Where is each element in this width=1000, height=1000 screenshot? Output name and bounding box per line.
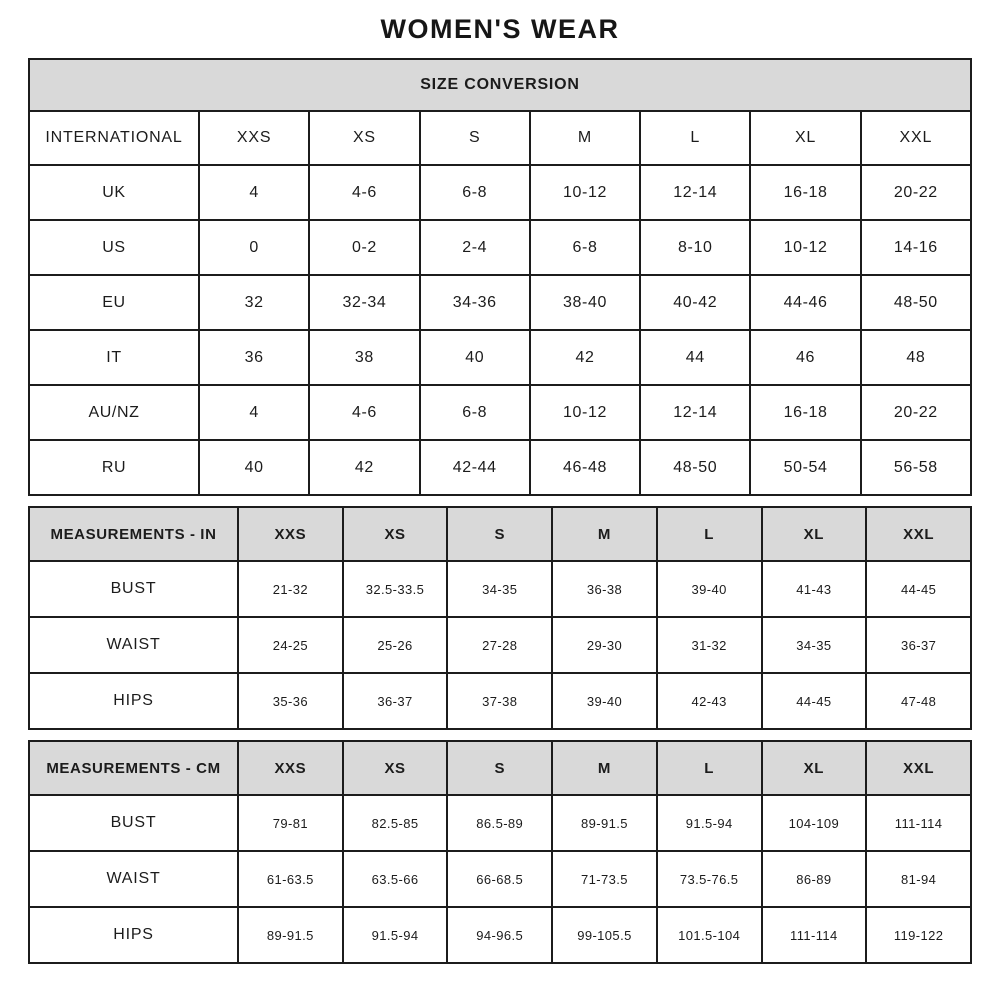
column-header: INTERNATIONAL: [29, 111, 199, 165]
size-value-cell: 32: [199, 275, 309, 330]
measurement-label: HIPS: [29, 907, 238, 963]
measurement-value-cell: 34-35: [447, 561, 552, 617]
measurement-label: BUST: [29, 561, 238, 617]
column-header: XL: [750, 111, 860, 165]
size-value-cell: 12-14: [640, 385, 750, 440]
size-column-header: XS: [343, 507, 448, 561]
size-value-cell: 42: [530, 330, 640, 385]
measurement-value-cell: 34-35: [762, 617, 867, 673]
size-value-cell: 4-6: [309, 385, 419, 440]
table-row: [29, 741, 971, 795]
table-row: [29, 561, 971, 617]
measurement-value-cell: 36-38: [552, 561, 657, 617]
size-column-header: XS: [343, 741, 448, 795]
region-label: EU: [29, 275, 199, 330]
size-column-header: L: [657, 507, 762, 561]
size-value-cell: 4: [199, 165, 309, 220]
measurement-value-cell: 44-45: [866, 561, 971, 617]
column-header: M: [530, 111, 640, 165]
region-label: US: [29, 220, 199, 275]
size-column-header: XL: [762, 741, 867, 795]
measurement-label: WAIST: [29, 851, 238, 907]
size-conversion-banner: SIZE CONVERSION: [29, 59, 971, 111]
measurement-value-cell: 44-45: [762, 673, 867, 729]
size-value-cell: 8-10: [640, 220, 750, 275]
measurement-value-cell: 89-91.5: [238, 907, 343, 963]
table-row: [29, 165, 971, 220]
size-value-cell: 56-58: [861, 440, 971, 495]
measurements-in-table: [28, 506, 972, 730]
size-column-header: XXS: [238, 741, 343, 795]
measurements-cm-table: [28, 740, 972, 964]
size-value-cell: 10-12: [530, 165, 640, 220]
size-value-cell: 20-22: [861, 385, 971, 440]
column-header: XXL: [861, 111, 971, 165]
measurement-value-cell: 61-63.5: [238, 851, 343, 907]
table-row: [29, 275, 971, 330]
size-column-header: XXL: [866, 507, 971, 561]
measurement-value-cell: 39-40: [552, 673, 657, 729]
size-value-cell: 6-8: [420, 165, 530, 220]
measurement-value-cell: 41-43: [762, 561, 867, 617]
size-value-cell: 48: [861, 330, 971, 385]
table-row: [29, 385, 971, 440]
measurement-value-cell: 35-36: [238, 673, 343, 729]
size-value-cell: 10-12: [750, 220, 860, 275]
measurement-value-cell: 32.5-33.5: [343, 561, 448, 617]
region-label: RU: [29, 440, 199, 495]
measurements-header: MEASUREMENTS - CM: [29, 741, 238, 795]
table-row: [29, 795, 971, 851]
measurement-label: WAIST: [29, 617, 238, 673]
table-row: [29, 440, 971, 495]
size-value-cell: 36: [199, 330, 309, 385]
size-value-cell: 42: [309, 440, 419, 495]
region-label: UK: [29, 165, 199, 220]
size-value-cell: 16-18: [750, 165, 860, 220]
measurement-value-cell: 21-32: [238, 561, 343, 617]
measurement-value-cell: 104-109: [762, 795, 867, 851]
measurement-value-cell: 111-114: [762, 907, 867, 963]
size-column-header: S: [447, 507, 552, 561]
size-value-cell: 4: [199, 385, 309, 440]
measurement-value-cell: 73.5-76.5: [657, 851, 762, 907]
measurement-value-cell: 37-38: [447, 673, 552, 729]
size-column-header: L: [657, 741, 762, 795]
measurement-value-cell: 89-91.5: [552, 795, 657, 851]
measurements-cm-body: [29, 741, 971, 963]
size-value-cell: 32-34: [309, 275, 419, 330]
size-value-cell: 48-50: [640, 440, 750, 495]
table-row: [29, 617, 971, 673]
measurement-value-cell: 91.5-94: [657, 795, 762, 851]
size-value-cell: 4-6: [309, 165, 419, 220]
measurement-value-cell: 111-114: [866, 795, 971, 851]
table-row: [29, 851, 971, 907]
measurement-label: BUST: [29, 795, 238, 851]
size-value-cell: 34-36: [420, 275, 530, 330]
measurement-value-cell: 91.5-94: [343, 907, 448, 963]
table-row: [29, 673, 971, 729]
measurement-value-cell: 94-96.5: [447, 907, 552, 963]
measurement-value-cell: 25-26: [343, 617, 448, 673]
measurement-value-cell: 27-28: [447, 617, 552, 673]
measurement-label: HIPS: [29, 673, 238, 729]
region-label: IT: [29, 330, 199, 385]
size-value-cell: 6-8: [530, 220, 640, 275]
size-value-cell: 44-46: [750, 275, 860, 330]
measurement-value-cell: 66-68.5: [447, 851, 552, 907]
measurement-value-cell: 42-43: [657, 673, 762, 729]
table-row: [29, 59, 971, 111]
size-column-header: M: [552, 507, 657, 561]
column-header: XXS: [199, 111, 309, 165]
measurement-value-cell: 101.5-104: [657, 907, 762, 963]
measurement-value-cell: 79-81: [238, 795, 343, 851]
measurement-value-cell: 99-105.5: [552, 907, 657, 963]
size-value-cell: 46: [750, 330, 860, 385]
column-header: XS: [309, 111, 419, 165]
size-value-cell: 40: [199, 440, 309, 495]
table-row: [29, 907, 971, 963]
size-value-cell: 40: [420, 330, 530, 385]
page: [28, 0, 972, 964]
size-conversion-body: [29, 59, 971, 495]
column-header: L: [640, 111, 750, 165]
size-value-cell: 44: [640, 330, 750, 385]
table-row: [29, 111, 971, 165]
column-header: S: [420, 111, 530, 165]
size-value-cell: 10-12: [530, 385, 640, 440]
size-conversion-table: [28, 58, 972, 496]
measurement-value-cell: 31-32: [657, 617, 762, 673]
table-row: [29, 330, 971, 385]
region-label: AU/NZ: [29, 385, 199, 440]
measurement-value-cell: 71-73.5: [552, 851, 657, 907]
table-row: [29, 507, 971, 561]
size-column-header: S: [447, 741, 552, 795]
measurement-value-cell: 39-40: [657, 561, 762, 617]
size-column-header: M: [552, 741, 657, 795]
size-value-cell: 16-18: [750, 385, 860, 440]
size-column-header: XXS: [238, 507, 343, 561]
measurements-in-body: [29, 507, 971, 729]
measurement-value-cell: 47-48: [866, 673, 971, 729]
page-title: WOMEN'S WEAR: [380, 14, 620, 44]
table-row: [29, 220, 971, 275]
size-value-cell: 38: [309, 330, 419, 385]
measurement-value-cell: 81-94: [866, 851, 971, 907]
measurement-value-cell: 36-37: [866, 617, 971, 673]
size-value-cell: 6-8: [420, 385, 530, 440]
measurement-value-cell: 29-30: [552, 617, 657, 673]
measurement-value-cell: 82.5-85: [343, 795, 448, 851]
size-value-cell: 20-22: [861, 165, 971, 220]
size-value-cell: 12-14: [640, 165, 750, 220]
measurement-value-cell: 119-122: [866, 907, 971, 963]
measurement-value-cell: 86.5-89: [447, 795, 552, 851]
measurement-value-cell: 86-89: [762, 851, 867, 907]
size-value-cell: 42-44: [420, 440, 530, 495]
size-value-cell: 2-4: [420, 220, 530, 275]
size-value-cell: 14-16: [861, 220, 971, 275]
size-column-header: XL: [762, 507, 867, 561]
measurement-value-cell: 63.5-66: [343, 851, 448, 907]
size-value-cell: 38-40: [530, 275, 640, 330]
size-value-cell: 48-50: [861, 275, 971, 330]
size-value-cell: 50-54: [750, 440, 860, 495]
size-value-cell: 0-2: [309, 220, 419, 275]
size-value-cell: 46-48: [530, 440, 640, 495]
size-column-header: XXL: [866, 741, 971, 795]
size-value-cell: 0: [199, 220, 309, 275]
measurements-header: MEASUREMENTS - IN: [29, 507, 238, 561]
size-value-cell: 40-42: [640, 275, 750, 330]
measurement-value-cell: 36-37: [343, 673, 448, 729]
measurement-value-cell: 24-25: [238, 617, 343, 673]
